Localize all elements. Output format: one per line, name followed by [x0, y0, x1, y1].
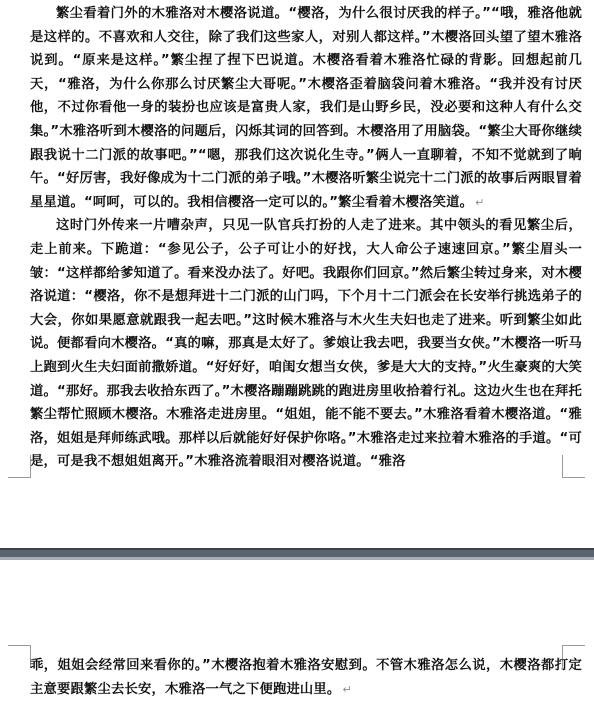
paragraph-2-continued-text: 乖，姐姐会经常回来看你的。”木樱洛抱着木雅洛安慰到。不管木雅洛怎么说，木樱洛都打定主意要跟繁尘去长安，木雅洛一气之下便跑进山里。	[30, 658, 582, 697]
paragraph-1-text: 繁尘看着门外的木雅洛对木樱洛说道。“樱洛，为什么很讨厌我的样子。”“哦，雅洛他就是这样的。不喜欢和人交往，除了我们这些家人，对别人都这样。”木樱洛回头望了望木雅洛说到。“原来是这样。”繁尘捏了捏下巴说道。木樱洛看着木雅洛忙碌的背影。回想起前几天，“雅洛，为什么你那么讨厌繁尘大哥呢。”木樱洛歪着脑袋问着木雅洛。“我并没有讨厌他，不过你看他一身的装扮也应该是富贵人家，我们是山野乡民，没必要和这种人有什么交集。”木雅洛听到木樱洛的问题后，闪烁其词的回答到。木樱洛用了用脑袋。“繁尘大哥你继续跟我说十二门派的故事吧。”“嗯，那我们这次说化生寺。”俩人一直聊着，不知不觉就到了晌午。“好厉害，我好像成为十二门派的弟子哦。”木樱洛听繁尘说完十二门派的故事后两眼冒着星星道。“呵呵，可以的。我相信樱洛一定可以的。”繁尘看着木樱洛笑道。	[30, 6, 582, 210]
paragraph-2[interactable]	[30, 214, 582, 474]
page-separator	[0, 548, 594, 560]
document-page-2[interactable]	[0, 566, 594, 708]
crop-mark-top-left	[8, 645, 31, 668]
paragraph-mark-icon: ↵	[342, 682, 352, 696]
page-2-text[interactable]	[30, 654, 582, 701]
page-1-text[interactable]	[30, 2, 582, 474]
paragraph-2-continued[interactable]	[30, 654, 582, 701]
crop-mark-bottom-left	[8, 455, 31, 478]
crop-mark-bottom-right	[562, 455, 585, 478]
paragraph-2-text: 这时门外传来一片嘈杂声，只见一队官兵打扮的人走了进来。其中领头的看见繁尘后，走上前来。下跪道：“参见公子，公子可让小的好找，大人命公子速速回京。”繁尘眉头一皱：“这样都给爹知道了。看来没办法了。好吧。我跟你们回京。”然后繁尘转过身来，对木樱洛说道：“樱洛，你不是想拜进十二门派的山门吗，下个月十二门派会在长安举行挑选弟子的大会，你如果愿意就跟我一起去吧。”这时候木雅洛与木火生夫妇也走了进来。听到繁尘如此说。便都看向木樱洛。“真的嘛，那真是太好了。爹娘让我去吧，我要当女侠。”木樱洛一听马上跑到火生夫妇面前撒娇道。“好好好，咱闺女想当女侠，爹是大大的支持。”火生豪爽的大笑道。“那好。那我去收拾东西了。”木樱洛蹦蹦跳跳的跑进房里收拾着行礼。这边火生也在拜托繁尘帮忙照顾木樱洛。木雅洛走进房里。“姐姐，能不能不要去。”木雅洛看着木樱洛道。“雅洛，姐姐是拜师练武哦。那样以后就能好好保护你咯。”木雅洛走过来拉着木雅洛的手道。“可是，可是我不想姐姐离开。”木雅洛流着眼泪对樱洛说道。“雅洛	[30, 218, 582, 470]
paragraph-1[interactable]	[30, 2, 582, 214]
paragraph-mark-icon: ↵	[475, 195, 485, 209]
